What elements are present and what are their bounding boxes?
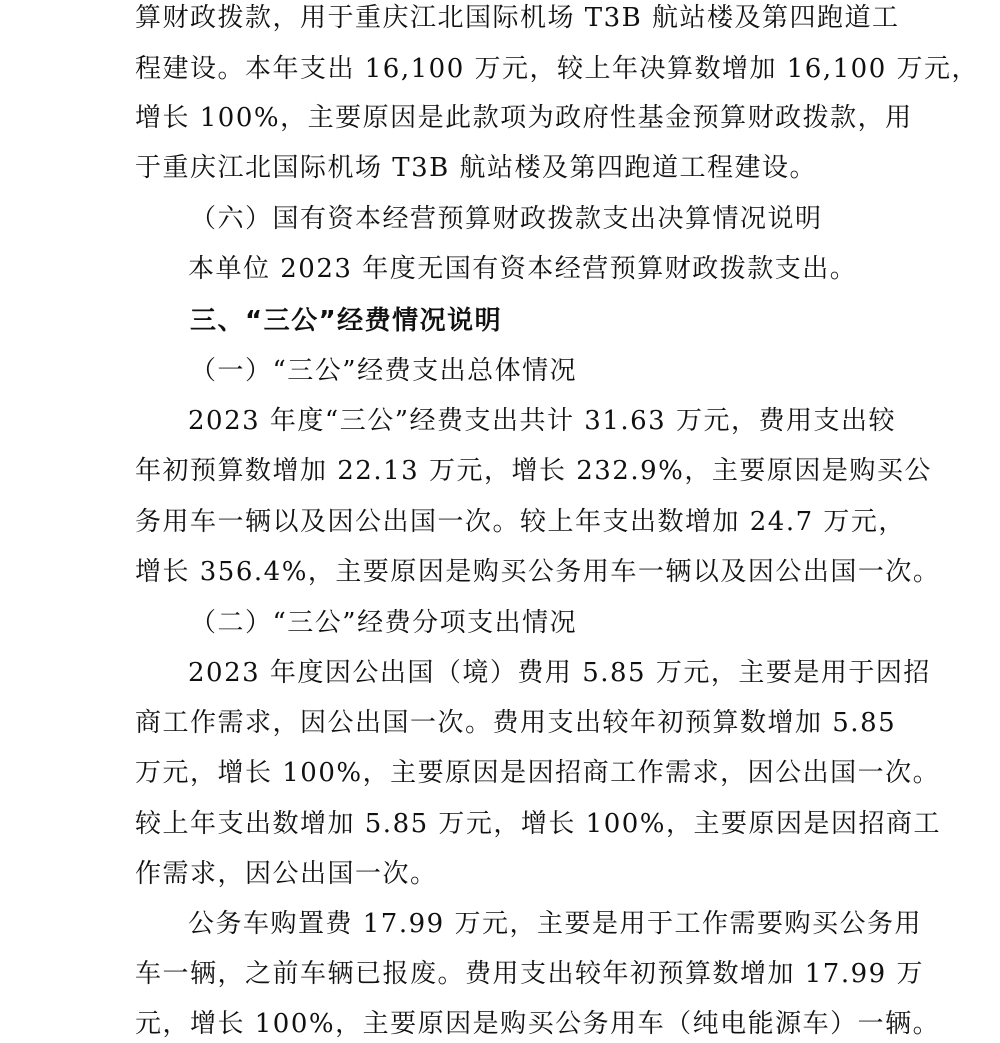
paragraph-line: 商工作需求，因公出国一次。费用支出较年初预算数增加 5.85 bbox=[135, 708, 897, 738]
paragraph-line: 车一辆，之前车辆已报废。费用支出较年初预算数增加 17.99 万 bbox=[135, 959, 924, 989]
paragraph-line: 务用车一辆以及因公出国一次。较上年支出数增加 24.7 万元， bbox=[135, 507, 906, 537]
section-heading-main: 三、“三公”经费情况说明 bbox=[190, 306, 503, 336]
paragraph-line: 年初预算数增加 22.13 万元，增长 232.9%，主要原因是购买公 bbox=[135, 456, 932, 486]
paragraph-line: 增长 356.4%，主要原因是购买公务用车一辆以及因公出国一次。 bbox=[135, 557, 941, 587]
paragraph-line: 本单位 2023 年度无国有资本经营预算财政拨款支出。 bbox=[188, 254, 858, 284]
paragraph-line: 2023 年度“三公”经费支出共计 31.63 万元，费用支出较 bbox=[188, 406, 896, 436]
paragraph-line: 公务车购置费 17.99 万元，主要是用于工作需要购买公务用 bbox=[188, 909, 922, 939]
paragraph-line: 算财政拨款，用于重庆江北国际机场 T3B 航站楼及第四跑道工 bbox=[135, 3, 900, 33]
subsection-heading: （一）“三公”经费支出总体情况 bbox=[190, 356, 578, 386]
paragraph-line: 作需求，因公出国一次。 bbox=[135, 859, 438, 889]
paragraph-line: 增长 100%，主要原因是此款项为政府性基金预算财政拨款，用 bbox=[135, 103, 913, 133]
paragraph-line: 2023 年度因公出国（境）费用 5.85 万元，主要是用于因招 bbox=[188, 658, 931, 688]
paragraph-line: 元，增长 100%，主要原因是购买公务用车（纯电能源车）一辆。 bbox=[135, 1009, 941, 1039]
subsection-heading: （二）“三公”经费分项支出情况 bbox=[190, 608, 578, 638]
section-heading: （六）国有资本经营预算财政拨款支出决算情况说明 bbox=[190, 204, 823, 234]
paragraph-line: 程建设。本年支出 16,100 万元，较上年决算数增加 16,100 万元， bbox=[135, 54, 980, 84]
paragraph-line: 万元，增长 100%，主要原因是因招商工作需求，因公出国一次。 bbox=[135, 758, 941, 788]
paragraph-line: 较上年支出数增加 5.85 万元，增长 100%，主要原因是因招商工 bbox=[135, 809, 942, 839]
paragraph-line: 于重庆江北国际机场 T3B 航站楼及第四跑道工程建设。 bbox=[135, 153, 818, 183]
